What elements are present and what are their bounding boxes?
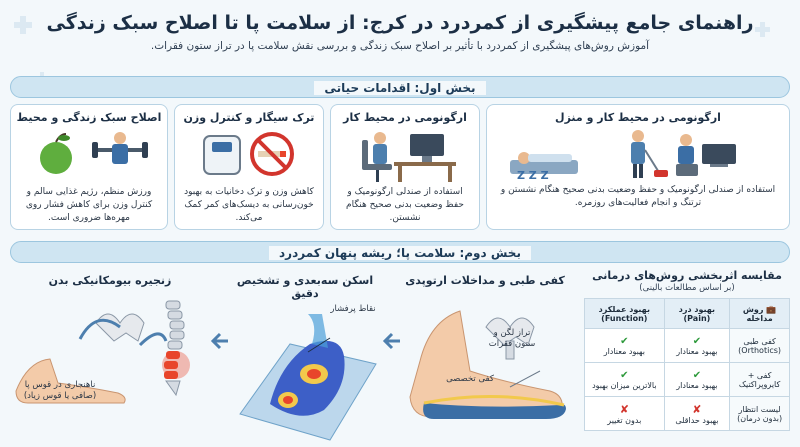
- header-function: [585, 299, 665, 329]
- page-subtitle: آموزش روش‌های پیشگیری از کمردرد با تأثیر بر اصلاح سبک زندگی و بررسی نقش سلامت پا در تراز ستون فقرات.: [150, 40, 650, 52]
- card-title: ارگونومی در محیط کار: [343, 111, 467, 124]
- function-value: بهبود معنادار: [603, 346, 645, 356]
- row-method: [730, 329, 790, 363]
- comparison-title: مقایسه اثربخشی روش‌های درمانی: [592, 269, 782, 282]
- spine-alignment-label: [472, 328, 552, 350]
- card-text: ورزش منظم، رژیم غذایی سالم و کنترل وزن برای کاهش فشار روی مهره‌ها ضروری است.: [25, 187, 153, 223]
- page-title: راهنمای جامع پیشگیری از کمردرد در کرج: از سلامت پا تا اصلاح سبک زندگی: [46, 12, 754, 34]
- check-icon: ✔: [620, 369, 629, 381]
- table-header-row: [585, 299, 790, 329]
- cross-icon: ✘: [692, 402, 702, 416]
- card-title: ارگونومی در محیط کار و منزل: [555, 111, 721, 124]
- section1-label-wrap: [0, 77, 800, 98]
- arrow-left-icon: [382, 330, 402, 352]
- scan-title: اسکن سه‌بعدی و تشخیص دقیق: [236, 274, 374, 300]
- table-row: [585, 363, 790, 397]
- header-method: [730, 299, 790, 329]
- row-function: [585, 329, 665, 363]
- briefcase-icon: 💼: [766, 304, 777, 314]
- check-icon: ✔: [692, 369, 702, 381]
- check-icon: ✔: [620, 335, 629, 347]
- header-func-en: (Function): [601, 313, 648, 323]
- pain-value: بهبود معنادار: [676, 380, 718, 390]
- section2-label-wrap: [0, 242, 800, 263]
- header-func-fa: بهبود عملکرد: [598, 304, 650, 314]
- header-pain-en: (Pain): [683, 313, 711, 323]
- section2-label: بخش دوم: سلامت پا؛ ریشه پنهان کمردرد: [269, 246, 531, 260]
- arch-deformity-label: [10, 380, 110, 402]
- method-label: لیست انتظار: [738, 404, 781, 414]
- biomech-chain-illustration: [10, 291, 210, 431]
- comparison-table: [584, 298, 790, 431]
- row-pain: [664, 397, 730, 431]
- row-pain: [664, 329, 730, 363]
- chain-title: زنجیره بیومکانیکی بدن: [48, 274, 172, 287]
- cross-icon: ✘: [619, 402, 629, 416]
- insole-label: کفی تخصصی: [446, 374, 494, 384]
- exercise-apple-illustration: [12, 126, 166, 184]
- table-row: [585, 329, 790, 363]
- card-ergonomics-home: [486, 104, 790, 230]
- function-value: بالاترین میزان بهبود: [592, 380, 657, 390]
- card-title: ترک سیگار و کنترل وزن: [183, 111, 315, 124]
- comparison-panel: [584, 269, 790, 431]
- scan-panel: [230, 274, 380, 444]
- smoking-weight-illustration: [176, 126, 322, 184]
- function-value: بدون تغییر: [607, 415, 642, 425]
- pressure-points-label: نقاط پرفشار: [330, 304, 376, 314]
- comparison-subtitle: (بر اساس مطالعات بالینی): [639, 283, 735, 293]
- header-pain: [664, 299, 730, 329]
- arch-label-b: (صافی یا قوس زیاد): [23, 391, 97, 401]
- method-label: کفی + کایروپراکتیک: [738, 370, 781, 389]
- check-icon: ✔: [692, 335, 702, 347]
- header-method-label: روش مداخله: [742, 304, 773, 323]
- row-function: [585, 363, 665, 397]
- insole-foot-illustration: [400, 291, 570, 431]
- section1-label: بخش اول: اقدامات حیاتی: [314, 81, 485, 95]
- arrow-left-icon: [210, 330, 230, 352]
- method-sub: (بدون درمان): [737, 413, 783, 423]
- row-function: [585, 397, 665, 431]
- pressure-scan-illustration: [230, 304, 380, 444]
- spine-label-b: ستون فقرات: [488, 339, 536, 349]
- spine-label-a: تراز لگن و: [493, 328, 531, 338]
- row-pain: [664, 363, 730, 397]
- method-sub: (Orthotics): [738, 345, 782, 355]
- card-text: کاهش وزن و ترک دخانیات به بهبود خون‌رسانی به دیسک‌های کمر کمک می‌کند.: [184, 187, 314, 223]
- office-desk-illustration: [332, 126, 478, 184]
- pain-value: بهبود حداقلی: [675, 415, 719, 425]
- orthotics-panel: [400, 274, 570, 431]
- arch-label-a: ناهنجاری در قوس پا: [24, 380, 96, 390]
- table-row: [585, 397, 790, 431]
- card-text: استفاده از صندلی ارگونومیک و حفظ وضعیت بدنی صحیح هنگام نشستن.: [346, 187, 464, 223]
- card-text: استفاده از صندلی ارگونومیک و حفظ وضعیت بدنی صحیح هنگام نشستن و ترتنگ و انجام فعالیت‌های روزمره.: [500, 185, 776, 208]
- card-smoking-weight: [174, 104, 324, 230]
- method-label: کفی طبی: [743, 336, 776, 346]
- orthotics-title: کفی طبی و مداخلات ارتوپدی: [405, 274, 565, 287]
- card-title: اصلاح سبک زندگی و محیط: [16, 111, 162, 124]
- card-ergonomics-work: [330, 104, 480, 230]
- sleep-zzz: Z Z Z: [517, 169, 549, 182]
- card-lifestyle: [10, 104, 168, 230]
- header-pain-fa: بهبود درد: [678, 304, 716, 314]
- pain-value: بهبود معنادار: [676, 346, 718, 356]
- row-method: [730, 363, 790, 397]
- biomech-chain-panel: [10, 274, 210, 431]
- row-method: [730, 397, 790, 431]
